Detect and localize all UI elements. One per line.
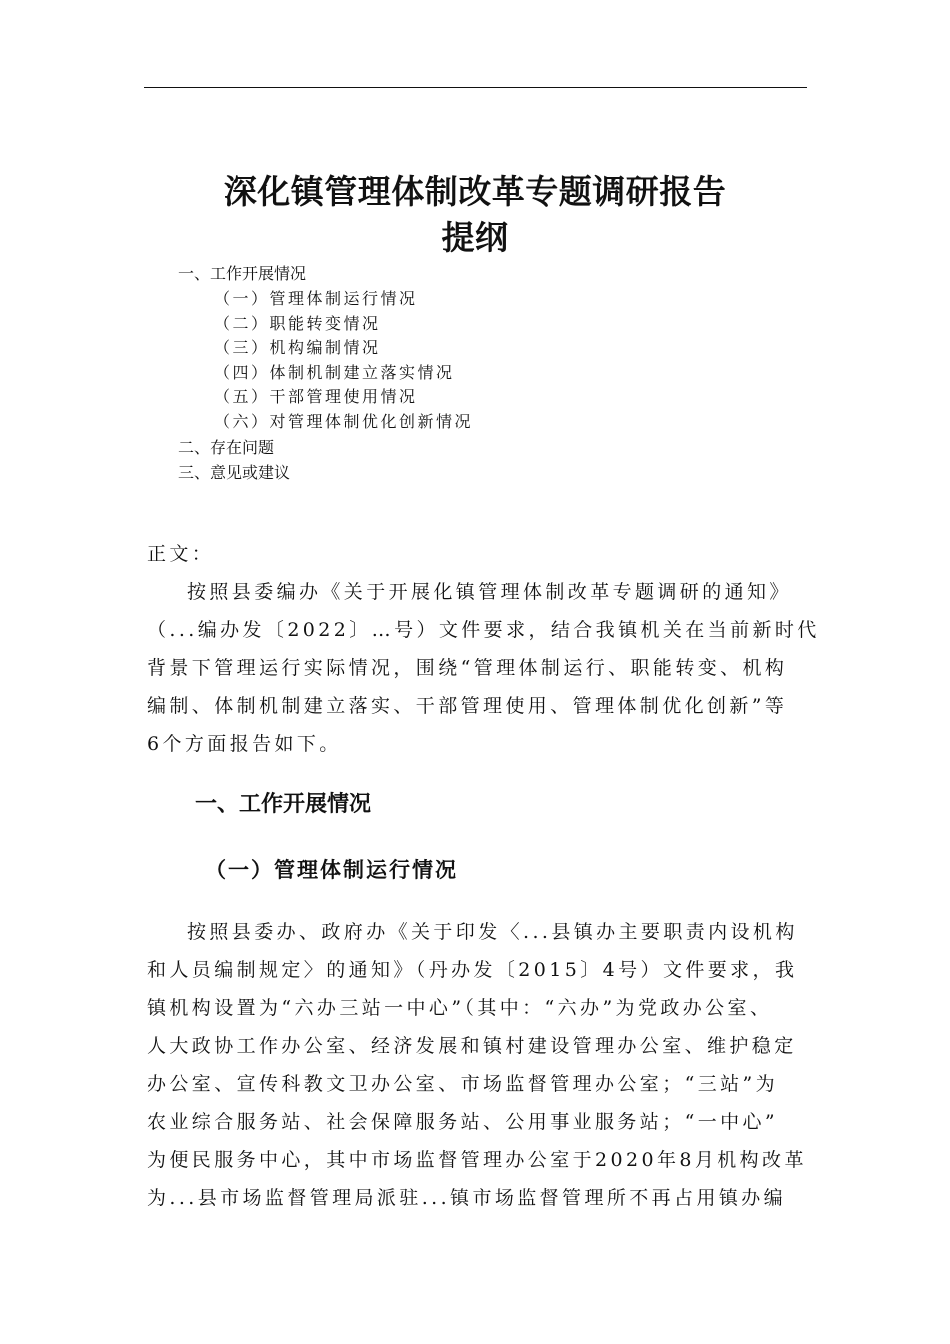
outline-item: 三、意见或建议 <box>178 463 291 482</box>
intro-line: 背景下管理运行实际情况，围绕“管理体制运行、职能转变、机构 <box>147 657 788 679</box>
intro-line: 编制、体制机制建立落实、干部管理使用、管理体制优化创新”等 <box>147 695 788 717</box>
outline-item: 一、工作开展情况 <box>178 264 307 283</box>
document-title: 深化镇管理体制改革专题调研报告 <box>223 172 727 211</box>
intro-line: （...编办发〔2022〕…号）文件要求，结合我镇机关在当前新时代 <box>147 619 820 641</box>
paragraph-line: 人大政协工作办公室、经济发展和镇村建设管理办公室、维护稳定 <box>147 1035 797 1057</box>
paragraph-line: 为便民服务中心，其中市场监督管理办公室于2020年8月机构改革 <box>147 1149 807 1171</box>
outline-subitem: （二）职能转变情况 <box>214 314 381 333</box>
paragraph-line: 按照县委办、政府办《关于印发〈...县镇办主要职责内设机构 <box>187 921 798 943</box>
outline-subitem: （四）体制机制建立落实情况 <box>214 363 455 382</box>
header-rule <box>144 87 807 88</box>
intro-line: 6个方面报告如下。 <box>147 733 342 755</box>
outline-subitem: （五）干部管理使用情况 <box>214 387 418 406</box>
paragraph-line: 办公室、宣传科教文卫办公室、市场监督管理办公室；“三站”为 <box>147 1073 779 1095</box>
outline-item: 二、存在问题 <box>178 438 275 457</box>
paragraph-line: 和人员编制规定〉的通知》（丹办发〔2015〕4号）文件要求，我 <box>147 959 798 981</box>
section-heading: 一、工作开展情况 <box>195 792 372 817</box>
sub-heading: （一）管理体制运行情况 <box>205 857 458 882</box>
outline-subitem: （三）机构编制情况 <box>214 338 381 357</box>
paragraph-line: 镇机构设置为“六办三站一中心”（其中：“六办”为党政办公室、 <box>147 997 773 1019</box>
outline-subitem: （一）管理体制运行情况 <box>214 289 418 308</box>
outline-subitem: （六）对管理体制优化创新情况 <box>214 412 474 431</box>
paragraph-line: 为...县市场监督管理局派驻...镇市场监督管理所不再占用镇办编 <box>147 1187 787 1209</box>
document-title-line-2: 提纲 <box>441 218 509 257</box>
paragraph-line: 农业综合服务站、社会保障服务站、公用事业服务站；“一中心” <box>147 1111 779 1133</box>
body-label: 正文： <box>147 543 215 565</box>
intro-line: 按照县委编办《关于开展化镇管理体制改革专题调研的通知》 <box>187 581 792 603</box>
